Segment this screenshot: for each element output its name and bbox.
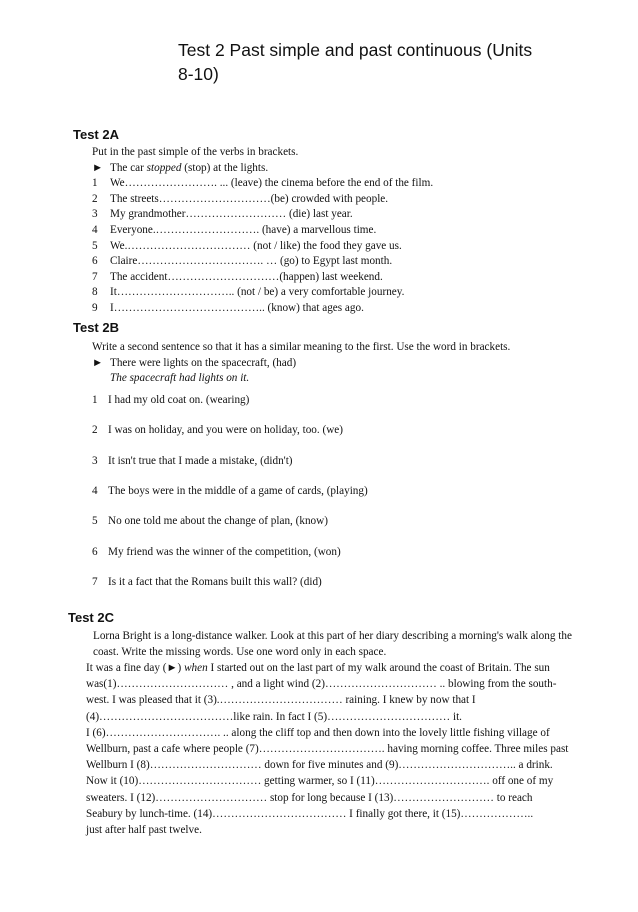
exercise-item	[92, 546, 341, 558]
exercise-item	[92, 223, 377, 239]
item-number: 2	[92, 192, 98, 205]
page-title-line-2: 8-10)	[178, 64, 219, 84]
example-2b-answer: The spacecraft had lights on it.	[110, 372, 250, 385]
item-text: The accident…………………………(happen) last weekend.	[110, 270, 383, 283]
item-text: My friend was the winner of the competition, (won)	[108, 545, 341, 558]
intro-2c-line-2: coast. Write the missing words. Use one word only in each space.	[93, 646, 387, 659]
item-number: 5	[92, 239, 98, 252]
item-text: We.…………………………… (not / like) the food they gave us.	[110, 239, 402, 252]
item-text: We……………………. ... (leave) the cinema before the end of the film.	[110, 177, 434, 190]
exercise-item	[92, 485, 368, 497]
diary-line-11: just after half past twelve.	[86, 824, 202, 837]
item-text: Is it a fact that the Romans built this wall? (did)	[108, 575, 322, 588]
item-number: 3	[92, 454, 98, 467]
diary-line-8: Now it (10)…………………………… getting warmer, so I (11)…………………………. off one of my	[86, 775, 554, 788]
page-title-line-1: Test 2 Past simple and past continuous (Units	[178, 40, 533, 60]
section-heading-2a: Test 2A	[73, 127, 119, 142]
item-text: I had my old coat on. (wearing)	[108, 394, 250, 406]
exercise-item	[92, 394, 249, 406]
item-text: The boys were in the middle of a game of cards, (playing)	[108, 484, 368, 497]
section-2b-intro	[92, 340, 510, 387]
item-number: 8	[92, 286, 98, 299]
exercise-item	[92, 455, 293, 467]
item-number: 7	[92, 270, 98, 283]
item-text: No one told me about the change of plan, (know)	[108, 515, 328, 528]
example-2b-answer-row	[92, 371, 510, 387]
example-2a-answer: stopped	[146, 161, 182, 174]
exercise-item	[92, 254, 393, 270]
exercise-item	[92, 576, 322, 588]
instruction-2a: Put in the past simple of the verbs in brackets.	[92, 146, 299, 158]
item-number: 2	[92, 424, 98, 437]
diary-text	[86, 660, 588, 838]
item-number: 9	[92, 301, 98, 314]
diary-line-2: was(1)………………………… , and a light wind (2)………………………… .. blowing from the south-	[86, 678, 557, 691]
item-number: 5	[92, 515, 98, 528]
diary-line-3: west. I was pleased that it (3).…………………………… raining. I knew by now that I	[86, 694, 476, 707]
example-2a-pre: The car	[110, 161, 147, 174]
item-number: 1	[92, 177, 98, 190]
diary-example-answer: when	[184, 662, 208, 674]
example-2a	[92, 161, 298, 177]
exercise-item	[92, 285, 405, 301]
item-text: My grandmother……………………… (die) last year.	[110, 208, 353, 221]
exercise-list-2a	[92, 176, 434, 316]
diary-line-9: sweaters. I (12)………………………… stop for long because I (13)……………………… to reach	[86, 791, 533, 804]
exercise-item	[92, 515, 328, 527]
diary-line-10: Seabury by lunch-time. (14)……………………………… I finally got there, it (15)………………..	[86, 807, 534, 820]
example-2a-post: (stop) at the lights.	[181, 161, 269, 174]
diary-line-7: Wellburn I (8)………………………… down for five minutes and (9)………………………….. a drink.	[86, 759, 553, 772]
item-text: I was on holiday, and you were on holiday, too. (we)	[108, 424, 343, 437]
item-number: 7	[92, 575, 98, 588]
intro-2c-line-1: Lorna Bright is a long-distance walker. Look at this part of her diary describing a morning's walk along the	[93, 630, 572, 642]
item-number: 6	[92, 255, 98, 268]
section-2c-intro	[93, 628, 593, 660]
item-text: Everyone.………………………. (have) a marvellous time.	[110, 223, 377, 236]
section-heading-2c: Test 2C	[68, 610, 114, 625]
item-number: 3	[92, 208, 98, 221]
item-number: 1	[92, 394, 98, 406]
item-number: 4	[92, 484, 98, 497]
item-text: It………………………….. (not / be) a very comfortable journey.	[110, 286, 405, 299]
item-text: The streets…………………………(be) crowded with people.	[110, 192, 389, 205]
exercise-item	[92, 239, 402, 255]
exercise-item	[92, 176, 434, 192]
diary-line-4: (4)………………………………like rain. In fact I (5)…………………………… it.	[86, 710, 462, 723]
exercise-item	[92, 192, 389, 208]
example-arrow-icon: ►	[92, 161, 104, 174]
section-heading-2b: Test 2B	[73, 320, 119, 335]
exercise-item	[92, 424, 343, 436]
item-text: It isn't true that I made a mistake, (didn't)	[108, 454, 293, 467]
diary-line-1a: It was a fine day (►)	[86, 662, 185, 674]
item-text: I………………………………….. (know) that ages ago.	[110, 301, 364, 314]
item-number: 4	[92, 223, 98, 236]
example-2b-text: There were lights on the spacecraft, (had)	[110, 356, 297, 369]
exercise-item	[92, 301, 364, 317]
diary-line-5: I (6)…………………………. .. along the cliff top and then down into the lovely little fishing village of	[86, 726, 550, 739]
section-2a-body	[92, 145, 434, 317]
item-text: Claire……………………………. … (go) to Egypt last month.	[110, 255, 393, 268]
diary-line-6: Wellburn, past a cafe where people (7)……………………………. having morning coffee. Three miles past	[86, 743, 569, 756]
instruction-2b: Write a second sentence so that it has a similar meaning to the first. Use the word in brackets.	[92, 341, 511, 353]
exercise-item	[92, 207, 353, 223]
diary-line-1c: I started out on the last part of my walk around the coast of Britain. The sun	[207, 662, 550, 674]
diary-line-1	[86, 660, 588, 676]
page-title	[178, 38, 598, 86]
example-2a-text	[110, 161, 268, 177]
example-2b	[92, 356, 510, 372]
example-arrow-icon: ►	[92, 356, 104, 369]
item-number: 6	[92, 545, 98, 558]
exercise-item	[92, 270, 383, 286]
